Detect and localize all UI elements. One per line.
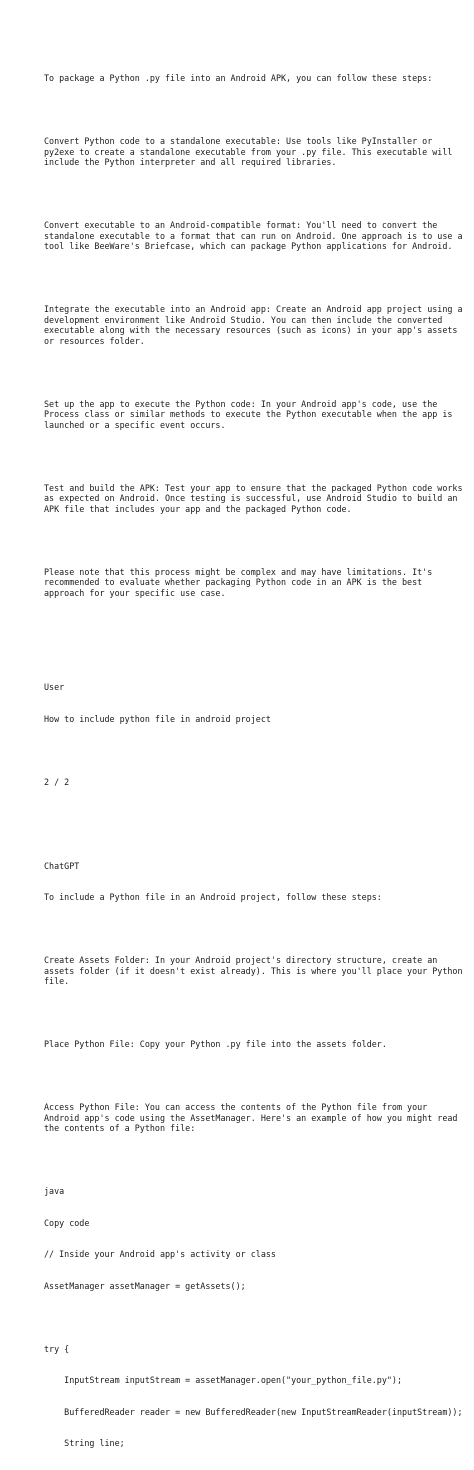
- spacer: [44, 808, 444, 840]
- spacer: [44, 451, 444, 462]
- code-line-blank: [44, 1312, 444, 1323]
- assistant-label: ChatGPT: [44, 860, 80, 871]
- user-label: User: [44, 682, 65, 692]
- spacer: [44, 745, 444, 756]
- spacer: [44, 105, 444, 116]
- code-line: InputStream inputStream = assetManager.open("your_python_file.py");: [44, 1375, 402, 1385]
- closing-note: Please note that this process might be complex and may have limitations. It's recommended to evaluate whether packaging Python code in an APK is the best approach for your specific use case.: [44, 566, 433, 598]
- step-convert-executable: Convert Python code to a standalone executable: Use tools like PyInstaller or py2exe to create a standalone executable from your .py file. This executable will include the Python interpreter and all required libraries.: [44, 136, 453, 167]
- code-line: BufferedReader reader = new BufferedReader(new InputStreamReader(inputStream));: [44, 1406, 463, 1417]
- code-line: String line;: [44, 1438, 125, 1448]
- step-execute-code: Set up the app to execute the Python code: In your Android app's code, use the Process class or similar methods to execute the Python executable when the app is launched or a specific event occurs.: [44, 398, 453, 430]
- step-android-format: Convert executable to an Android-compatible format: You'll need to convert the standalone executable to a format that can run on Android. One approach is to use a tool like BeeWare's Briefcase, which can package Python applications for Android.: [44, 220, 463, 251]
- answer-intro: To include a Python file in an Android project, follow these steps:: [44, 892, 382, 902]
- user-question: How to include python file in android project: [44, 713, 271, 724]
- response-pager: 2 / 2: [44, 776, 70, 787]
- spacer: [44, 535, 444, 546]
- spacer: [44, 189, 444, 200]
- spacer: [44, 273, 444, 284]
- spacer: [44, 1155, 444, 1166]
- code-line: // Inside your Android app's activity or class: [44, 1249, 276, 1259]
- spacer: [44, 1008, 444, 1019]
- answer-step-assets-folder: Create Assets Folder: In your Android project's directory structure, create an assets folder (if it doesn't exist already). This is where you'll place your Python file.: [44, 955, 463, 986]
- answer-step-access-file: Access Python File: You can access the contents of the Python file from your Android app's code using the AssetManager. Here's an example of how you might read the contents of a Python file:: [44, 1102, 458, 1133]
- answer-step-place-file: Place Python File: Copy your Python .py file into the assets folder.: [44, 1039, 387, 1049]
- spacer: [44, 367, 444, 378]
- spacer: [44, 1071, 444, 1082]
- document-body: [44, 52, 463, 1470]
- code-line: try {: [44, 1343, 70, 1354]
- code-language-label: java: [44, 1186, 65, 1196]
- copy-code-button[interactable]: Copy code: [44, 1217, 90, 1228]
- spacer: [44, 619, 444, 661]
- code-line: AssetManager assetManager = getAssets();: [44, 1280, 246, 1291]
- spacer: [44, 924, 444, 935]
- step-test-build: Test and build the APK: Test your app to ensure that the packaged Python code works as expected on Android. Once testing is successful, use Android Studio to build an APK file that includes your app and the packaged Python code.: [44, 482, 463, 514]
- step-integrate-app: Integrate the executable into an Android app: Create an Android app project using a development environment like Android Studio. You can then include the converted executable along with the necessary resources (such as icons) in your app's assets or resources folder.: [44, 304, 463, 346]
- intro-paragraph: To package a Python .py file into an Android APK, you can follow these steps:: [44, 73, 433, 83]
